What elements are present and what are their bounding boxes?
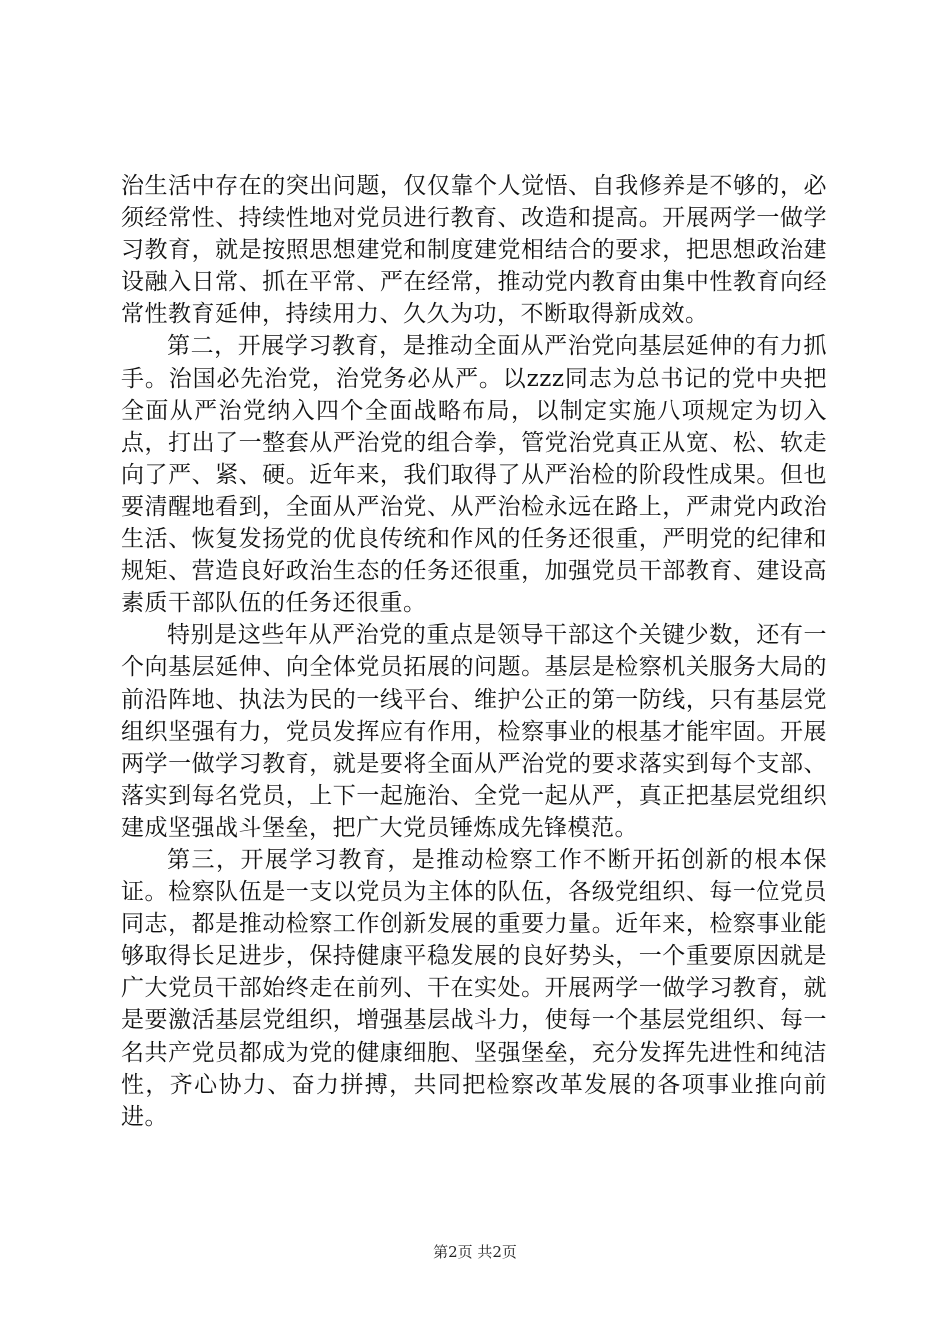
paragraph-third-point: 第三，开展学习教育，是推动检察工作不断开拓创新的根本保证。检察队伍是一支以党员为主体的队伍，各级党组织、每一位党员同志，都是推动检察工作创新发展的重要力量。近年来，检察事业能够取得长足进步，保持健康平稳发展的良好势头，一个重要原因就是广大党员干部始终走在前列、干在实处。开展两学一做学习教育，就是要激活基层党组织，增强基层战斗力，使每一个基层党组织、每一名共产党员都成为党的健康细胞、坚强堡垒，充分发挥先进性和纯洁性，齐心协力、奋力拼搏，共同把检察改革发展的各项事业推向前进。: [121, 846, 827, 1130]
paragraph-second-point: 第二，开展学习教育，是推动全面从严治党向基层延伸的有力抓手。治国必先治党，治党务必从严。以zzz同志为总书记的党中央把全面从严治党纳入四个全面战略布局，以制定实施八项规定为切入点，打出了一整套从严治党的组合拳，管党治党真正从宽、松、软走向了严、紧、硬。近年来，我们取得了从严治检的阶段性成果。但也要清醒地看到，全面从严治党、从严治检永远在路上，严肃党内政治生活、恢复发扬党的优良传统和作风的任务还很重，严明党的纪律和规矩、营造良好政治生态的任务还很重，加强党员干部教育、建设高素质干部队伍的任务还很重。: [121, 333, 827, 617]
paragraph-grassroots: 特别是这些年从严治党的重点是领导干部这个关键少数，还有一个向基层延伸、向全体党员拓展的问题。基层是检察机关服务大局的前沿阵地、执法为民的一线平台、维护公正的第一防线，只有基层党组织坚强有力，党员发挥应有作用，检察事业的根基才能牢固。开展两学一做学习教育，就是要将全面从严治党的要求落实到每个支部、落实到每名党员，上下一起施治、全党一起从严，真正把基层党组织建成坚强战斗堡垒，把广大党员锤炼成先锋模范。: [121, 622, 827, 841]
page-number-footer: 第2页 共2页: [433, 1243, 517, 1261]
document-body: [121, 170, 827, 1133]
paragraph-continuation: 治生活中存在的突出问题，仅仅靠个人觉悟、自我修养是不够的，必须经常性、持续性地对党员进行教育、改造和提高。开展两学一做学习教育，就是按照思想建党和制度建党相结合的要求，把思想政治建设融入日常、抓在平常、严在经常，推动党内教育由集中性教育向经常性教育延伸，持续用力、久久为功，不断取得新成效。: [121, 173, 827, 328]
